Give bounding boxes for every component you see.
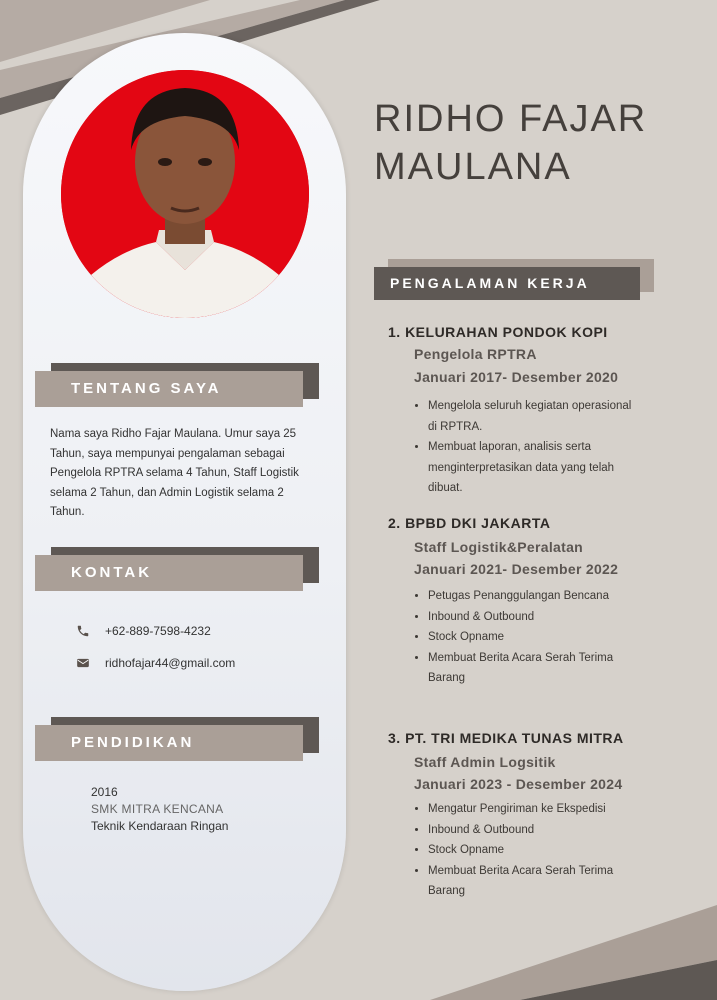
list-item: • Membuat Berita Acara Serah Terima Barang [428, 648, 638, 689]
contact-email-row [75, 655, 235, 671]
list-item: • Mengelola seluruh kegiatan operasional di RPTRA. [428, 396, 638, 437]
list-item: • Stock Opname [428, 840, 638, 861]
job-1-bullets [414, 396, 638, 499]
envelope-icon [75, 655, 91, 671]
list-item: • Membuat Berita Acara Serah Terima Barang [428, 861, 638, 902]
list-item: • Mengatur Pengiriman ke Ekspedisi [428, 799, 638, 820]
profile-photo [61, 70, 309, 318]
name-line-2: MAULANA [374, 146, 572, 188]
education-school: SMK MITRA KENCANA [91, 802, 224, 816]
about-section-title: TENTANG SAYA [35, 371, 303, 407]
job-3-bullets [414, 799, 638, 902]
phone-icon [75, 623, 91, 639]
contact-phone[interactable]: +62-889-7598-4232 [105, 624, 211, 638]
list-item: • Inbound & Outbound [428, 607, 638, 628]
contact-section-header [35, 555, 303, 591]
list-item: • Stock Opname [428, 627, 638, 648]
education-year: 2016 [91, 785, 118, 799]
contact-phone-row [75, 623, 211, 639]
name-line-1: RIDHO FAJAR [374, 98, 648, 140]
contact-email[interactable]: ridhofajar44@gmail.com [105, 656, 236, 670]
list-item: • Membuat laporan, analisis serta menginterpretasikan data yang telah dibuat. [428, 437, 638, 499]
full-name [374, 95, 647, 191]
list-item: • Petugas Penanggulangan Bencana [428, 586, 638, 607]
education-section-header [35, 725, 303, 761]
job-2-role: Staff Logistik&Peralatan [414, 539, 584, 555]
list-item: • Inbound & Outbound [428, 820, 638, 841]
education-section-title: PENDIDIKAN [35, 725, 303, 761]
experience-section-title: PENGALAMAN KERJA [374, 267, 640, 300]
job-3-role: Staff Admin Logsitik [414, 754, 556, 770]
job-2-period: Januari 2021- Desember 2022 [414, 561, 619, 577]
education-entry [91, 784, 228, 835]
about-section-header [35, 371, 303, 407]
job-3-period: Januari 2023 - Desember 2024 [414, 776, 623, 792]
job-1-period: Januari 2017- Desember 2020 [414, 369, 619, 385]
job-2-bullets [414, 586, 638, 689]
contact-section-title: KONTAK [35, 555, 303, 591]
job-2-title: 2. BPBD DKI JAKARTA [388, 515, 551, 531]
experience-section-header [374, 267, 640, 300]
job-1-title: 1. KELURAHAN PONDOK KOPI [388, 324, 608, 340]
job-3-title: 3. PT. TRI MEDIKA TUNAS MITRA [388, 730, 624, 746]
job-1-role: Pengelola RPTRA [414, 346, 537, 362]
education-major: Teknik Kendaraan Ringan [91, 819, 229, 833]
about-text: Nama saya Ridho Fajar Maulana. Umur saya 25 Tahun, saya mempunyai pengalaman sebagai Pengelola RPTRA selama 4 Tahun, Staff Logistik selama 2 Tahun, dan Admin Logistik selama 2 Tahun. [50, 428, 299, 518]
